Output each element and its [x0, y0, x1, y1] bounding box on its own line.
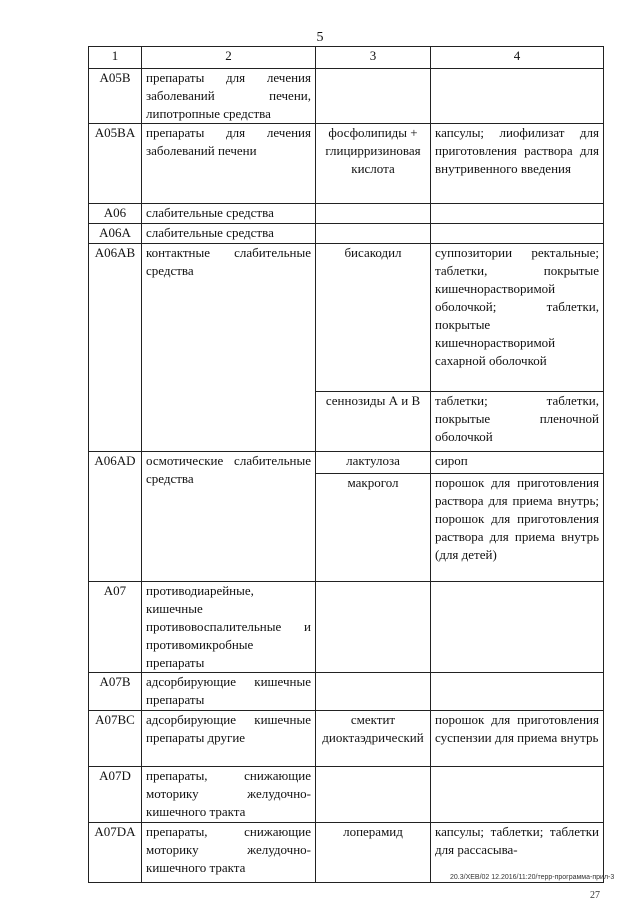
- table-row: [89, 582, 604, 673]
- substance: [316, 69, 431, 124]
- atc-code: A05BA: [89, 124, 142, 204]
- dosage-form: [431, 582, 604, 673]
- group-name: адсорбирующие кишечные препараты другие: [142, 711, 316, 767]
- table-row: [89, 224, 604, 244]
- group-name: контактные слабительные средства: [142, 244, 316, 452]
- substance: сеннозиды А и В: [316, 392, 431, 452]
- dosage-form: [431, 204, 604, 224]
- dosage-form: порошок для приготовления раствора для приема внутрь; порошок для приготовления раствора для приема внутрь (для детей): [431, 474, 604, 582]
- table-row: [89, 124, 604, 204]
- table-row: [89, 711, 604, 767]
- dosage-form: [431, 767, 604, 823]
- header-col-4: 4: [431, 47, 604, 69]
- header-col-3: 3: [316, 47, 431, 69]
- header-col-2: 2: [142, 47, 316, 69]
- group-name: препараты для лечения заболеваний печени: [142, 124, 316, 204]
- table-header-row: [89, 47, 604, 69]
- dosage-form: [431, 69, 604, 124]
- dosage-form: суппозитории ректальные; таблетки, покрытые кишечнорастворимой оболочкой; таблетки, покрытые кишечнорастворимой сахарной оболочкой: [431, 244, 604, 392]
- substance: [316, 767, 431, 823]
- atc-code: A05B: [89, 69, 142, 124]
- document-footer: 20.3/ХЕВ/02 12.2016/11:20/терр-программа-прил-3: [450, 874, 615, 881]
- group-name: препараты, снижающие моторику желудочно-кишечного тракта: [142, 767, 316, 823]
- substance: бисакодил: [316, 244, 431, 392]
- dosage-form: порошок для приготовления суспензии для приема внутрь: [431, 711, 604, 767]
- table-row: [89, 244, 604, 392]
- substance: [316, 673, 431, 711]
- dosage-form: таблетки; таблетки, покрытые пленочной оболочкой: [431, 392, 604, 452]
- drug-table: [88, 46, 604, 883]
- atc-code: A07B: [89, 673, 142, 711]
- group-name: препараты для лечения заболеваний печени, липотропные средства: [142, 69, 316, 124]
- atc-code: A07: [89, 582, 142, 673]
- group-name: противодиарейные, кишечные противовоспалительные и противомикробные препараты: [142, 582, 316, 673]
- group-name: слабительные средства: [142, 224, 316, 244]
- substance: макрогол: [316, 474, 431, 582]
- atc-code: A06AD: [89, 452, 142, 582]
- atc-code: A07BC: [89, 711, 142, 767]
- page-number: 5: [316, 30, 324, 45]
- group-name: слабительные средства: [142, 204, 316, 224]
- substance: лоперамид: [316, 823, 431, 883]
- dosage-form: капсулы; лиофилизат для приготовления раствора для внутривенного введения: [431, 124, 604, 204]
- table-row: [89, 204, 604, 224]
- dosage-form: сироп: [431, 452, 604, 474]
- dosage-form: [431, 673, 604, 711]
- table-row: [89, 452, 604, 474]
- atc-code: A06: [89, 204, 142, 224]
- substance: смектит диоктаэдрический: [316, 711, 431, 767]
- group-name: препараты, снижающие моторику желудочно-кишечного тракта: [142, 823, 316, 883]
- atc-code: A06AB: [89, 244, 142, 452]
- group-name: адсорбирующие кишечные препараты: [142, 673, 316, 711]
- header-col-1: 1: [89, 47, 142, 69]
- table-row: [89, 69, 604, 124]
- substance: [316, 224, 431, 244]
- dosage-form: капсулы; таблетки; таблетки для рассасыва-: [431, 823, 604, 883]
- atc-code: A07D: [89, 767, 142, 823]
- atc-code: A06A: [89, 224, 142, 244]
- table-row: [89, 673, 604, 711]
- substance: фосфолипиды + глицирризиновая кислота: [316, 124, 431, 204]
- group-name: осмотические слабительные средства: [142, 452, 316, 582]
- corner-mark: 27: [590, 890, 600, 901]
- substance: [316, 582, 431, 673]
- atc-code: A07DA: [89, 823, 142, 883]
- substance: [316, 204, 431, 224]
- table-row: [89, 767, 604, 823]
- substance: лактулоза: [316, 452, 431, 474]
- dosage-form: [431, 224, 604, 244]
